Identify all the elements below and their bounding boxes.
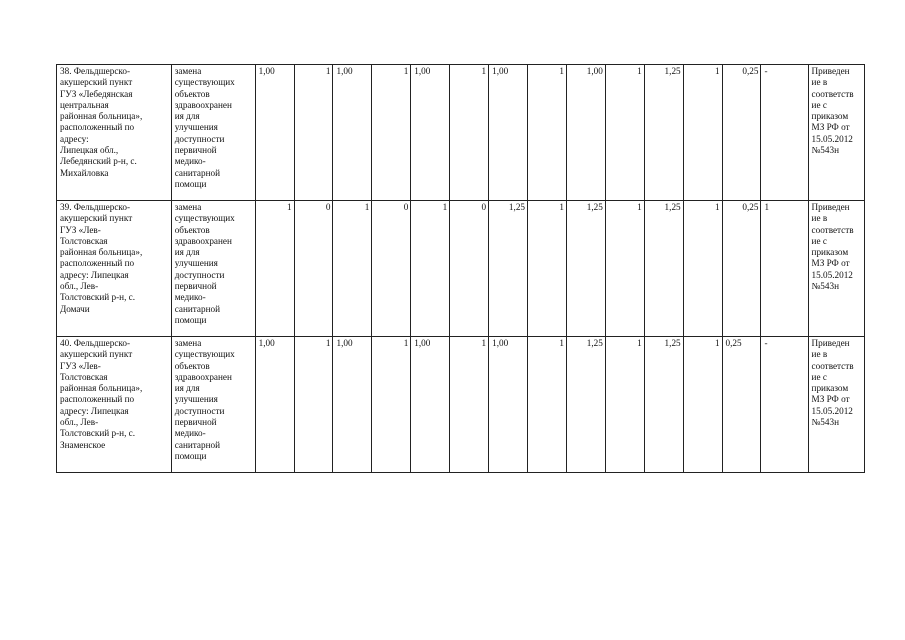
value-cell: 0,25 bbox=[722, 65, 761, 201]
note-cell: Приведен ие в соответств ие с приказом МЗ РФ от 15.05.2012 №543н bbox=[808, 65, 864, 201]
value-cell: 1 bbox=[528, 65, 567, 201]
value-cell: 1,25 bbox=[489, 201, 528, 337]
value-cell: 1 bbox=[605, 65, 644, 201]
table-row bbox=[57, 65, 865, 201]
value-cell: 1 bbox=[333, 201, 372, 337]
value-cell: 1 bbox=[683, 65, 722, 201]
value-cell: 1,00 bbox=[411, 337, 450, 473]
value-cell: 1 bbox=[528, 201, 567, 337]
table-row bbox=[57, 337, 865, 473]
value-cell: 0,25 bbox=[722, 337, 761, 473]
value-cell: 1 bbox=[761, 201, 808, 337]
value-cell: 1,00 bbox=[489, 337, 528, 473]
value-cell: 1,00 bbox=[566, 65, 605, 201]
value-cell: 1 bbox=[450, 65, 489, 201]
value-cell: 1 bbox=[372, 337, 411, 473]
value-cell: 1,25 bbox=[566, 201, 605, 337]
value-cell: 1,25 bbox=[566, 337, 605, 473]
value-cell: 0 bbox=[294, 201, 333, 337]
value-cell: 1,00 bbox=[333, 65, 372, 201]
value-cell: 0 bbox=[372, 201, 411, 337]
value-cell: 1 bbox=[294, 65, 333, 201]
note-cell: Приведен ие в соответств ие с приказом МЗ РФ от 15.05.2012 №543н bbox=[808, 337, 864, 473]
value-cell: 1 bbox=[450, 337, 489, 473]
reason-cell: замена существующих объектов здравоохранен ия для улучшения доступности первичной медико- санитарной помощи bbox=[171, 201, 255, 337]
value-cell: 1 bbox=[605, 337, 644, 473]
table-row bbox=[57, 201, 865, 337]
value-cell: 1,25 bbox=[644, 201, 683, 337]
value-cell: - bbox=[761, 337, 808, 473]
value-cell: 1,25 bbox=[644, 65, 683, 201]
value-cell: 1 bbox=[411, 201, 450, 337]
facility-name-cell: 39. Фельдшерско- акушерский пункт ГУЗ «Лев- Толстовская районная больница», расположенный по адресу: Липецкая обл., Лев- Толстовский р-н, с. Домачи bbox=[57, 201, 172, 337]
value-cell: 1 bbox=[683, 201, 722, 337]
value-cell: 1 bbox=[294, 337, 333, 473]
value-cell: 1 bbox=[255, 201, 294, 337]
note-cell: Приведен ие в соответств ие с приказом МЗ РФ от 15.05.2012 №543н bbox=[808, 201, 864, 337]
value-cell: 1,00 bbox=[333, 337, 372, 473]
value-cell: 1,00 bbox=[489, 65, 528, 201]
value-cell: 1,00 bbox=[255, 65, 294, 201]
value-cell: 1,00 bbox=[411, 65, 450, 201]
facility-staffing-table bbox=[56, 64, 865, 473]
value-cell: 1 bbox=[683, 337, 722, 473]
reason-cell: замена существующих объектов здравоохранен ия для улучшения доступности первичной медико- санитарной помощи bbox=[171, 65, 255, 201]
value-cell: 0,25 bbox=[722, 201, 761, 337]
value-cell: 1 bbox=[605, 201, 644, 337]
facility-name-cell: 38. Фельдшерско- акушерский пункт ГУЗ «Лебедянская центральная районная больница», расположенный по адресу: Липецкая обл., Лебедянский р-н, с. Михайловка bbox=[57, 65, 172, 201]
value-cell: 1,25 bbox=[644, 337, 683, 473]
value-cell: 1 bbox=[372, 65, 411, 201]
value-cell: 0 bbox=[450, 201, 489, 337]
value-cell: - bbox=[761, 65, 808, 201]
value-cell: 1,00 bbox=[255, 337, 294, 473]
value-cell: 1 bbox=[528, 337, 567, 473]
facility-name-cell: 40. Фельдшерско- акушерский пункт ГУЗ «Лев- Толстовская районная больница», расположенный по адресу: Липецкая обл., Лев- Толстовский р-н, с. Знаменское bbox=[57, 337, 172, 473]
reason-cell: замена существующих объектов здравоохранен ия для улучшения доступности первичной медико- санитарной помощи bbox=[171, 337, 255, 473]
